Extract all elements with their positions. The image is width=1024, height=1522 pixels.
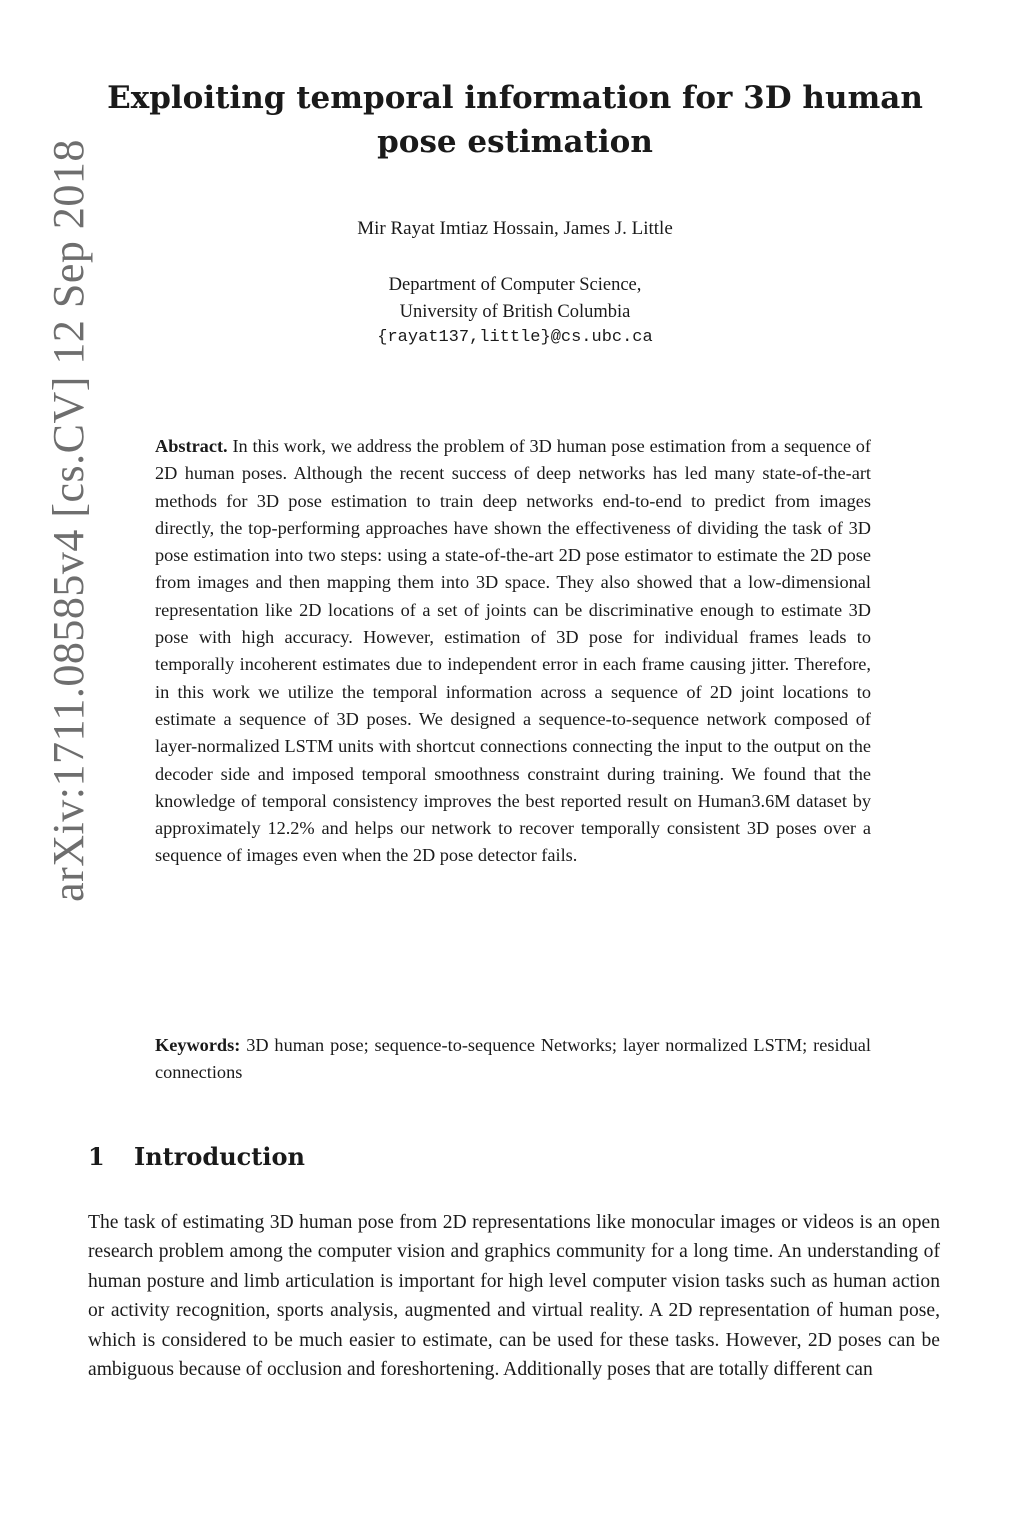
affiliation-department: Department of Computer Science, bbox=[388, 275, 642, 295]
arxiv-identifier-text: arXiv:1711.08585v4 [cs.CV] 12 Sep 2018 bbox=[43, 138, 93, 902]
section-heading-introduction bbox=[88, 1140, 305, 1174]
arxiv-identifier-stamp bbox=[38, 80, 98, 960]
section-number: 1 bbox=[88, 1142, 105, 1171]
author-emails: {rayat137,little}@cs.ubc.ca bbox=[377, 328, 653, 347]
keywords-label: Keywords: bbox=[155, 1035, 241, 1055]
abstract-label: Abstract. bbox=[155, 436, 228, 456]
author-list: Mir Rayat Imtiaz Hossain, James J. Little bbox=[357, 218, 673, 239]
section-title: Introduction bbox=[134, 1142, 305, 1171]
keywords-paragraph bbox=[155, 1032, 871, 1086]
abstract-paragraph bbox=[155, 433, 871, 870]
abstract-text: In this work, we address the problem of 3D human pose estimation from a sequence of 2D human poses. Although the recent success of deep networks has led many state-of-the-art methods for 3D pose estimation to train deep networks end-to-end to predict from images directly, the top-performing approaches have shown the effectiveness of dividing the task of 3D pose estimation into two steps: using a state-of-the-art 2D pose estimator to estimate the 2D pose from images and then mapping them into 3D space. They also showed that a low-dimensional representation like 2D locations of a set of joints can be discriminative enough to estimate 3D pose with high accuracy. However, estimation of 3D pose for individual frames leads to temporally incoherent estimates due to independent error in each frame causing jitter. Therefore, in this work we utilize the temporal information across a sequence of 2D joint locations to estimate a sequence of 3D poses. We designed a sequence-to-sequence network composed of layer-normalized LSTM units with shortcut connections connecting the input to the output on the decoder side and imposed temporal smoothness constraint during training. We found that the knowledge of temporal consistency improves the best reported result on Human3.6M dataset by approximately 12.2% and helps our network to recover temporally consistent 3D poses over a sequence of images even when the 2D pose detector fails. bbox=[155, 436, 871, 866]
paper-title: Exploiting temporal information for 3D human pose estimation bbox=[107, 80, 923, 160]
keywords-text: 3D human pose; sequence-to-sequence Networks; layer normalized LSTM; residual connections bbox=[155, 1035, 871, 1082]
affiliation-university: University of British Columbia bbox=[399, 301, 631, 322]
introduction-paragraph: The task of estimating 3D human pose from 2D representations like monocular images or videos is an open research problem among the computer vision and graphics community for a long time. An understanding of human posture and limb articulation is important for high level computer vision tasks such as human action or activity recognition, sports analysis, augmented and virtual reality. A 2D representation of human pose, which is considered to be much easier to estimate, can be used for these tasks. However, 2D poses can be ambiguous because of occlusion and foreshortening. Additionally poses that are totally different can bbox=[88, 1212, 940, 1381]
affiliation-block bbox=[90, 272, 940, 352]
